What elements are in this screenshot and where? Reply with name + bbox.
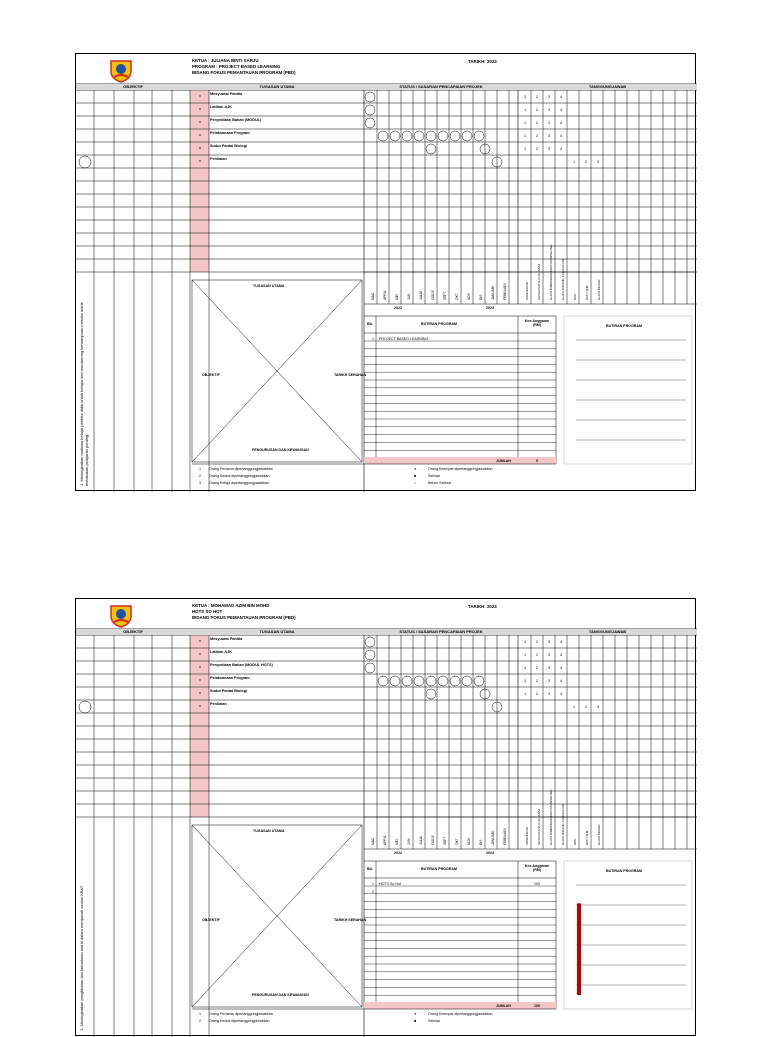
month-label: JANUARI <box>491 830 495 845</box>
resp-number: 4 <box>560 653 563 657</box>
month-label: JULAI <box>419 291 423 300</box>
role-label: GURU BESAR <box>597 279 601 300</box>
resp-number: 3 <box>548 95 551 99</box>
month-label: MAC <box>371 292 375 300</box>
jumlah-value: 100 <box>534 1004 540 1008</box>
month-label: JUN <box>407 293 411 300</box>
role-label: PENGERUSI <box>525 826 529 845</box>
status-circle <box>462 131 472 141</box>
program-label: PROGRAM : PROJECT BASED LEARNING <box>192 64 281 70</box>
month-label: JULAI <box>419 836 423 845</box>
resp-number: 4 <box>560 108 563 112</box>
plan-sheet-2 <box>75 598 696 1036</box>
role-label: PENGERUSI <box>525 281 529 300</box>
task-2: Latihan AJK <box>210 650 233 654</box>
role-label: GURU BESAR <box>597 824 601 845</box>
month-label: APRIL <box>383 835 387 845</box>
resp-number: 1 <box>524 121 527 125</box>
kos-header: Kos Anggaran (RM) <box>524 319 550 327</box>
month-label: MAC <box>371 837 375 845</box>
status-circle <box>390 131 400 141</box>
legend-no-1: 1 <box>199 467 201 471</box>
task-3: Penyediaan Bahan (MODUL) <box>210 118 262 122</box>
role-label: GPK <box>573 293 577 300</box>
legend-sym-text-1: Orang Keempat dipertanggungjawabkan <box>428 467 493 471</box>
objective-circle <box>79 701 91 713</box>
legend-text-1: Orang Pertama dipertanggungjawabkan <box>209 467 273 471</box>
jumlah-label: JUMLAH <box>496 459 511 463</box>
task-5: Sudut Pantai Biologi <box>210 689 248 693</box>
butiran-bil-2: 2 <box>372 890 374 894</box>
jumlah-label: JUMLAH <box>496 1004 511 1008</box>
month-label: NOV <box>467 292 471 300</box>
butiran-item-1: HOTS So Hot <box>379 882 401 886</box>
tugasan-header: TUGASAN UTAMA <box>190 629 364 635</box>
butiran-item-1: PROJECT BASED LEARNING <box>379 337 429 341</box>
bullet <box>199 134 200 135</box>
year-a: 2022 <box>394 306 402 310</box>
objektif-header: OBJEKTIF <box>76 629 190 635</box>
task-6: Penilaian <box>210 702 227 706</box>
matrix-right: TARIKH SERAHAN <box>334 918 367 922</box>
month-label: OKT <box>455 293 459 300</box>
task-2: Latihan AJK <box>210 105 233 109</box>
resp-number: 1 <box>524 134 527 138</box>
status-circle <box>378 131 388 141</box>
butiran-bil-1: 1 <box>372 337 374 341</box>
resp-number: 2 <box>536 134 539 138</box>
legend-no-3: 3 <box>199 481 201 485</box>
role-label: SETIAUSAHA KUR. AZIM <box>537 264 541 300</box>
year-a: 2022 <box>394 851 402 855</box>
resp-number: 2 <box>536 653 539 657</box>
bullet <box>199 108 200 109</box>
resp-number: 3 <box>597 160 600 164</box>
status-circle <box>402 131 412 141</box>
butiran-bil-1: 1 <box>372 882 374 886</box>
legend-no-2: 2 <box>199 474 201 478</box>
resp-number: 3 <box>548 147 551 151</box>
task-4: Pelaksanaan Program <box>210 676 250 680</box>
sheet-grid-2 <box>76 599 697 1037</box>
resp-number: 3 <box>548 666 551 670</box>
status-circle <box>450 131 460 141</box>
chart-bar <box>577 903 581 995</box>
matrix-top: TUGASAN UTAMA <box>253 829 285 833</box>
resp-number: 3 <box>548 134 551 138</box>
legend-sym-text-2: Selesai <box>428 1019 440 1023</box>
resp-number: 3 <box>548 653 551 657</box>
resp-number: 4 <box>560 666 563 670</box>
bidang-label: BIDANG FOKUS PEMANTAUAN PROGRAM (PBD) <box>192 70 296 76</box>
role-label: GURU BIMBINGAN DAN KAUNSELING <box>549 789 553 845</box>
year-b: 2023 <box>486 306 494 310</box>
month-label: NOV <box>467 837 471 845</box>
legend-text-2: Orang Kedua dipertanggungjawabkan <box>209 1019 270 1023</box>
month-label: APRIL <box>383 290 387 300</box>
resp-number: 2 <box>536 640 539 644</box>
resp-number: 2 <box>536 666 539 670</box>
kos-header: Kos Anggaran (RM) <box>524 864 550 872</box>
task-3: Penyediaan Bahan (MODUL HOTS) <box>210 663 273 667</box>
legend-text-1: Orang Pertama dipertanggungjawabkan <box>209 1012 273 1016</box>
resp-number: 3 <box>548 679 551 683</box>
resp-number: 2 <box>536 147 539 151</box>
status-circle <box>414 676 424 686</box>
tarikh-label: TARIKH: 2023 <box>468 604 497 609</box>
resp-number: 1 <box>524 666 527 670</box>
resp-number: 2 <box>585 160 588 164</box>
objective-circle <box>79 156 91 168</box>
role-label: GURU BIDANG KURIKULUM <box>561 259 565 300</box>
role-label: GURU BIDANG KURIKULUM <box>561 804 565 845</box>
status-circle <box>365 105 375 115</box>
bullet <box>199 640 200 641</box>
resp-number: 3 <box>548 121 551 125</box>
resp-number: 1 <box>524 692 527 696</box>
month-label: OGOS <box>431 835 435 845</box>
butiran-header: BUTIRAN PROGRAM <box>421 867 457 871</box>
resp-number: 4 <box>560 121 563 125</box>
status-circle <box>365 637 375 647</box>
header-block <box>192 58 296 77</box>
task-1: Mesyuarat Panitia <box>210 92 243 96</box>
resp-number: 4 <box>560 679 563 683</box>
status-circle <box>378 676 388 686</box>
legend-sym-text-3: Belum Selesai <box>428 481 451 485</box>
role-label: SETIAUSAHA KUR. AZIM <box>537 809 541 845</box>
status-circle <box>474 676 484 686</box>
bullet <box>199 147 200 148</box>
matrix-right: TARIKH SERAHAN <box>334 373 367 377</box>
status-circle <box>365 650 375 660</box>
resp-number: 2 <box>536 679 539 683</box>
objective-text: 1. Meningkatkan motivasi belajar peserta didik untuk belajar dan mendorong kemampuan mereka untuk melakukan pelajaran penting. <box>79 302 89 486</box>
resp-number: 1 <box>524 95 527 99</box>
butiran-header: BUTIRAN PROGRAM <box>421 322 457 326</box>
status-circle <box>390 676 400 686</box>
matrix-top: TUGASAN UTAMA <box>253 284 285 288</box>
ketua-label: KETUA : MOHAMAD AZIM BIN MOHD <box>192 603 270 608</box>
resp-number: 4 <box>560 147 563 151</box>
status-circle <box>450 676 460 686</box>
chart-frame <box>564 316 692 464</box>
bidang-label: BIDANG FOKUS PEMANTAUAN PROGRAM (PBD) <box>192 615 296 621</box>
chart-frame <box>564 861 692 1009</box>
school-crest-logo <box>108 602 134 628</box>
resp-number: 4 <box>560 640 563 644</box>
status-circle <box>438 676 448 686</box>
month-label: MEI <box>395 294 399 300</box>
resp-number: 3 <box>548 108 551 112</box>
legend-sym-text-1: Orang Keempat dipertanggungjawabkan <box>428 1012 493 1016</box>
resp-number: 2 <box>536 108 539 112</box>
task-6: Penilaian <box>210 157 227 161</box>
resp-number: 4 <box>560 95 563 99</box>
matrix-left: OBJEKTIF <box>202 373 220 377</box>
status-circle <box>474 131 484 141</box>
status-circle <box>402 676 412 686</box>
bullet <box>199 653 200 654</box>
month-label: OGOS <box>431 290 435 300</box>
resp-number: 2 <box>536 95 539 99</box>
month-label: FEBRUARI <box>503 828 507 845</box>
legend-sym-text-2: Selesai <box>428 474 440 478</box>
resp-number: 3 <box>548 640 551 644</box>
bullet <box>199 666 200 667</box>
task-4: Pelaksanaan Program <box>210 131 250 135</box>
legend-sym-2: ■ <box>414 1019 417 1023</box>
resp-number: 1 <box>573 705 576 709</box>
resp-number: 3 <box>597 705 600 709</box>
resp-number: 2 <box>585 705 588 709</box>
bullet <box>199 95 200 96</box>
resp-number: 3 <box>548 692 551 696</box>
resp-number: 1 <box>524 653 527 657</box>
month-label: FEBRUARI <box>503 283 507 300</box>
matrix-left: OBJEKTIF <box>202 918 220 922</box>
legend-no-2: 2 <box>199 1019 201 1023</box>
resp-number: 1 <box>524 108 527 112</box>
jumlah-row <box>364 457 556 464</box>
role-label: GPK HEM <box>585 830 589 845</box>
chart-title: BUTIRAN PROGRAM <box>606 324 642 328</box>
status-circle <box>426 689 436 699</box>
bullet <box>199 692 200 693</box>
month-label: DIS <box>479 294 483 300</box>
status-header: STATUS / SASARAN PENCAPAIAN PROJEK <box>364 84 518 90</box>
resp-number: 1 <box>573 160 576 164</box>
tanggungjawab-header: TANGGUNGJAWAB <box>518 84 697 90</box>
program-label: HOTS SO HOT <box>192 609 223 615</box>
jumlah-value: 0 <box>536 459 538 463</box>
objektif-header: OBJEKTIF <box>76 84 190 90</box>
sheet-grid-1 <box>76 54 697 492</box>
bil-header: BIL <box>367 322 373 326</box>
month-label: DIS <box>479 839 483 845</box>
month-label: SEPT <box>443 836 447 845</box>
legend-no-1: 1 <box>199 1012 201 1016</box>
matrix-bottom: PENGURUSAN DAN KEWANGAN <box>252 993 309 997</box>
bullet <box>199 160 200 161</box>
legend-text-2: Orang Kedua dipertanggungjawabkan <box>209 474 270 478</box>
legend-sym-1: ● <box>414 467 417 471</box>
month-label: JANUARI <box>491 285 495 300</box>
plan-sheet-1 <box>75 53 696 491</box>
resp-number: 4 <box>560 692 563 696</box>
resp-number: 2 <box>536 121 539 125</box>
chart-title: BUTIRAN PROGRAM <box>606 869 642 873</box>
role-label: GURU BIMBINGAN DAN KAUNSELING <box>549 244 553 300</box>
resp-number: 1 <box>524 147 527 151</box>
bullet <box>199 679 200 680</box>
tanggungjawab-header: TANGGUNGJAWAB <box>518 629 697 635</box>
status-circle <box>462 676 472 686</box>
status-circle <box>426 131 436 141</box>
legend-text-3: Orang Ketiga dipertanggungjawabkan <box>209 481 270 485</box>
legend-sym-1: ● <box>414 1012 417 1016</box>
resp-number: 1 <box>524 679 527 683</box>
bullet <box>199 121 200 122</box>
month-label: SEPT <box>443 291 447 300</box>
header-block <box>192 603 296 622</box>
resp-number: 4 <box>560 134 563 138</box>
status-circle <box>365 663 375 673</box>
jumlah-row <box>364 1002 556 1009</box>
school-crest-logo <box>108 57 134 83</box>
tarikh-label: TARIKH: 2023 <box>468 59 497 64</box>
month-label: OKT <box>455 838 459 845</box>
legend-sym-2: ■ <box>414 474 417 478</box>
resp-number: 2 <box>536 692 539 696</box>
status-circle <box>365 92 375 102</box>
butiran-kos-1: 100 <box>534 882 540 886</box>
status-circle <box>365 118 375 128</box>
task-1: Mesyuarat Panitia <box>210 637 243 641</box>
role-label: GPK HEM <box>585 285 589 300</box>
tugasan-header: TUGASAN UTAMA <box>190 84 364 90</box>
matrix-bottom: PENGURUSAN DAN KEWANGAN <box>252 448 309 452</box>
objective-text: 1. Meningkatkan penglibatan dan kemahiran murid dalam menjawab soalan KBAT <box>79 885 84 1031</box>
task-5: Sudut Pantai Biologi <box>210 144 248 148</box>
ketua-label: KETUA : JULIANA BINTI SARJU <box>192 58 259 63</box>
legend-sym-3: ○ <box>414 481 417 485</box>
year-b: 2023 <box>486 851 494 855</box>
status-circle <box>438 131 448 141</box>
status-header: STATUS / SASARAN PENCAPAIAN PROJEK <box>364 629 518 635</box>
bullet <box>199 705 200 706</box>
month-label: MEI <box>395 839 399 845</box>
status-circle <box>414 131 424 141</box>
role-label: GPK <box>573 838 577 845</box>
month-label: JUN <box>407 838 411 845</box>
resp-number: 1 <box>524 640 527 644</box>
bil-header: BIL <box>367 867 373 871</box>
status-circle <box>426 144 436 154</box>
status-circle <box>426 676 436 686</box>
